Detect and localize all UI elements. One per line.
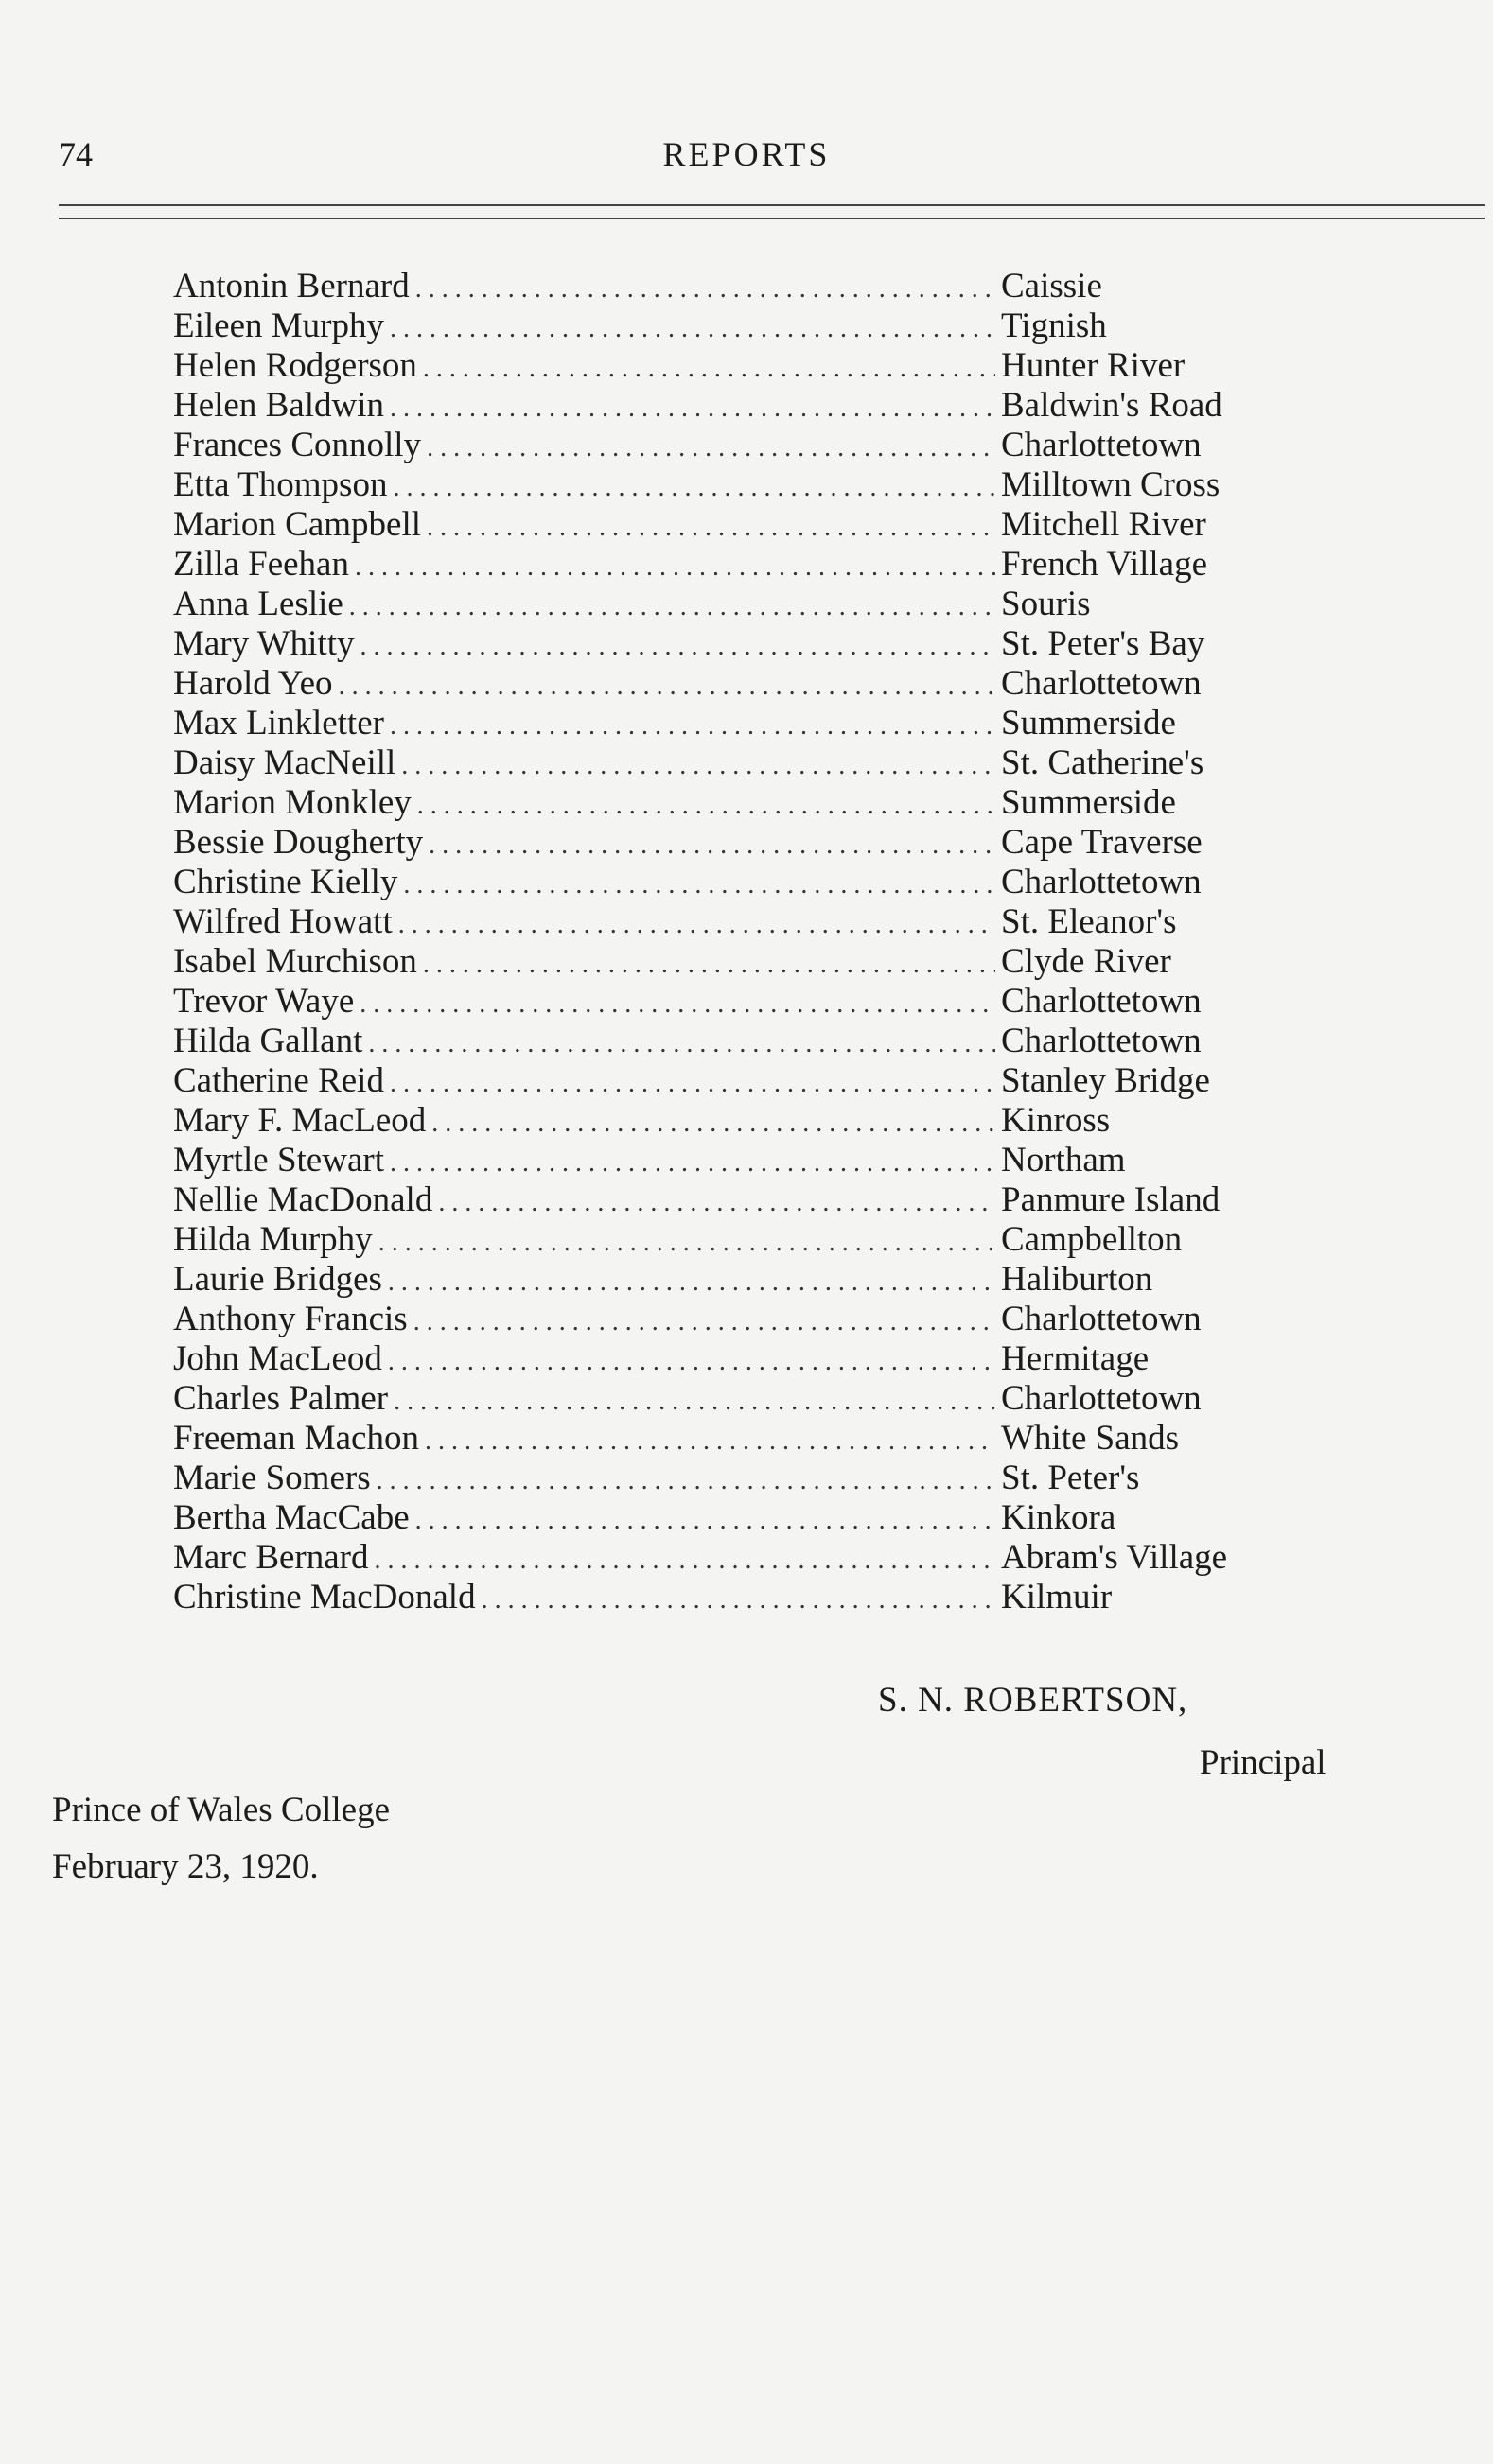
- student-name: Freeman Machon: [173, 1419, 419, 1458]
- dot-leader: [438, 1183, 995, 1223]
- list-item: [173, 664, 1299, 704]
- student-name: Marie Somers: [173, 1459, 371, 1497]
- student-hometown: Baldwin's Road: [1001, 386, 1222, 425]
- list-item: [173, 1578, 1299, 1617]
- student-name: John MacLeod: [173, 1339, 382, 1378]
- running-head: REPORTS: [662, 135, 831, 173]
- dot-leader: [390, 389, 995, 428]
- list-item: [173, 1141, 1299, 1180]
- list-item: [173, 545, 1299, 585]
- dot-leader: [401, 746, 995, 786]
- student-hometown: Charlottetown: [1001, 1022, 1202, 1060]
- student-name: Trevor Waye: [173, 982, 355, 1021]
- list-item: [173, 863, 1299, 902]
- student-hometown: Clyde River: [1001, 942, 1171, 981]
- student-name: Charles Palmer: [173, 1379, 389, 1418]
- student-name: Marc Bernard: [173, 1538, 369, 1577]
- dot-leader: [374, 1541, 995, 1581]
- student-hometown: Kinkora: [1001, 1498, 1116, 1537]
- list-item: [173, 1220, 1299, 1260]
- list-item: [173, 386, 1299, 426]
- dot-leader: [377, 1461, 995, 1501]
- student-name: Anna Leslie: [173, 585, 343, 623]
- student-name: Daisy MacNeill: [173, 743, 396, 782]
- student-hometown: St. Catherine's: [1001, 743, 1204, 782]
- student-name: Helen Baldwin: [173, 386, 384, 425]
- dot-leader: [427, 508, 995, 548]
- dot-leader: [413, 1302, 995, 1342]
- dot-leader: [390, 1064, 995, 1104]
- dot-leader: [388, 1263, 995, 1302]
- student-name: Bertha MacCabe: [173, 1498, 410, 1537]
- list-item: [173, 1101, 1299, 1141]
- student-hometown: Kinross: [1001, 1101, 1111, 1140]
- student-name: Hilda Gallant: [173, 1022, 363, 1060]
- student-name: Myrtle Stewart: [173, 1141, 384, 1180]
- dot-leader: [429, 826, 995, 865]
- student-name: Hilda Murphy: [173, 1220, 373, 1259]
- list-item: [173, 346, 1299, 386]
- dot-leader: [423, 349, 995, 389]
- student-hometown: St. Peter's: [1001, 1459, 1140, 1497]
- dot-leader: [360, 627, 996, 667]
- dot-leader: [415, 1501, 995, 1541]
- student-hometown: Souris: [1001, 585, 1091, 623]
- student-hometown: Charlottetown: [1001, 863, 1202, 901]
- report-date: February 23, 1920.: [52, 1847, 319, 1886]
- list-item: [173, 1498, 1299, 1538]
- dot-leader: [394, 1382, 995, 1422]
- dot-leader: [360, 985, 995, 1024]
- dot-leader: [355, 548, 995, 587]
- list-item: [173, 585, 1299, 624]
- student-hometown: Cape Traverse: [1001, 823, 1203, 862]
- student-name: Christine Kielly: [173, 863, 398, 901]
- student-hometown: Summerside: [1001, 704, 1176, 743]
- student-name: Laurie Bridges: [173, 1260, 382, 1299]
- list-item: [173, 1339, 1299, 1379]
- dot-leader: [398, 905, 995, 945]
- student-hometown: Charlottetown: [1001, 426, 1202, 464]
- student-name: Wilfred Howatt: [173, 902, 393, 941]
- student-name: Max Linkletter: [173, 704, 384, 743]
- student-name: Frances Connolly: [173, 426, 422, 464]
- dot-leader: [388, 1342, 995, 1382]
- institution-name: Prince of Wales College: [52, 1791, 390, 1829]
- dot-leader: [417, 786, 995, 826]
- student-hometown: Kilmuir: [1001, 1578, 1113, 1616]
- dot-leader: [339, 667, 995, 707]
- student-hometown: Charlottetown: [1001, 664, 1202, 703]
- list-item: [173, 1379, 1299, 1419]
- student-hometown: Caissie: [1001, 267, 1102, 306]
- dot-leader: [393, 468, 995, 508]
- student-list: [173, 267, 1299, 1617]
- header-rule-bottom: [59, 218, 1485, 219]
- student-hometown: White Sands: [1001, 1419, 1180, 1458]
- list-item: [173, 267, 1299, 306]
- student-hometown: Milltown Cross: [1001, 465, 1221, 504]
- student-hometown: Hermitage: [1001, 1339, 1150, 1378]
- student-name: Harold Yeo: [173, 664, 333, 703]
- student-hometown: Haliburton: [1001, 1260, 1153, 1299]
- student-hometown: Abram's Village: [1001, 1538, 1228, 1577]
- dot-leader: [403, 865, 995, 905]
- student-name: Eileen Murphy: [173, 306, 384, 345]
- student-hometown: Charlottetown: [1001, 982, 1202, 1021]
- student-name: Marion Campbell: [173, 505, 422, 544]
- list-item: [173, 743, 1299, 783]
- signatory-name: S. N. ROBERTSON,: [878, 1681, 1188, 1720]
- student-hometown: St. Peter's Bay: [1001, 624, 1205, 663]
- student-hometown: Charlottetown: [1001, 1379, 1202, 1418]
- list-item: [173, 982, 1299, 1022]
- dot-leader: [431, 1104, 995, 1144]
- student-hometown: Charlottetown: [1001, 1300, 1202, 1338]
- student-name: Nellie MacDonald: [173, 1180, 433, 1219]
- dot-leader: [349, 587, 995, 627]
- dot-leader: [390, 309, 995, 349]
- student-name: Helen Rodgerson: [173, 346, 417, 385]
- student-hometown: Campbellton: [1001, 1220, 1183, 1259]
- list-item: [173, 823, 1299, 863]
- student-name: Catherine Reid: [173, 1061, 384, 1100]
- list-item: [173, 306, 1299, 346]
- list-item: [173, 1260, 1299, 1300]
- dot-leader: [423, 945, 995, 985]
- dot-leader: [482, 1581, 995, 1620]
- student-hometown: Tignish: [1001, 306, 1107, 345]
- header-rule-top: [59, 204, 1485, 206]
- list-item: [173, 1022, 1299, 1061]
- student-name: Etta Thompson: [173, 465, 388, 504]
- list-item: [173, 465, 1299, 505]
- student-hometown: Panmure Island: [1001, 1180, 1221, 1219]
- list-item: [173, 1300, 1299, 1339]
- student-name: Bessie Dougherty: [173, 823, 424, 862]
- list-item: [173, 704, 1299, 743]
- student-name: Christine MacDonald: [173, 1578, 476, 1616]
- student-name: Marion Monkley: [173, 783, 412, 822]
- dot-leader: [368, 1024, 995, 1064]
- dot-leader: [390, 707, 995, 746]
- list-item: [173, 1419, 1299, 1459]
- signatory-title: Principal: [1200, 1743, 1326, 1782]
- list-item: [173, 902, 1299, 942]
- student-name: Mary Whitty: [173, 624, 355, 663]
- list-item: [173, 624, 1299, 664]
- dot-leader: [378, 1223, 995, 1263]
- student-name: Anthony Francis: [173, 1300, 408, 1338]
- student-hometown: Summerside: [1001, 783, 1176, 822]
- list-item: [173, 783, 1299, 823]
- dot-leader: [415, 270, 995, 309]
- list-item: [173, 1538, 1299, 1578]
- list-item: [173, 942, 1299, 982]
- list-item: [173, 1061, 1299, 1101]
- list-item: [173, 1180, 1299, 1220]
- dot-leader: [425, 1422, 995, 1461]
- list-item: [173, 505, 1299, 545]
- student-hometown: St. Eleanor's: [1001, 902, 1177, 941]
- student-hometown: Northam: [1001, 1141, 1126, 1180]
- dot-leader: [390, 1144, 995, 1183]
- list-item: [173, 426, 1299, 465]
- student-name: Isabel Murchison: [173, 942, 417, 981]
- page-number: 74: [59, 135, 93, 173]
- student-hometown: Stanley Bridge: [1001, 1061, 1210, 1100]
- student-hometown: French Village: [1001, 545, 1208, 584]
- student-hometown: Mitchell River: [1001, 505, 1206, 544]
- student-name: Mary F. MacLeod: [173, 1101, 427, 1140]
- student-name: Zilla Feehan: [173, 545, 349, 584]
- student-hometown: Hunter River: [1001, 346, 1186, 385]
- dot-leader: [427, 428, 995, 468]
- student-name: Antonin Bernard: [173, 267, 410, 306]
- list-item: [173, 1459, 1299, 1498]
